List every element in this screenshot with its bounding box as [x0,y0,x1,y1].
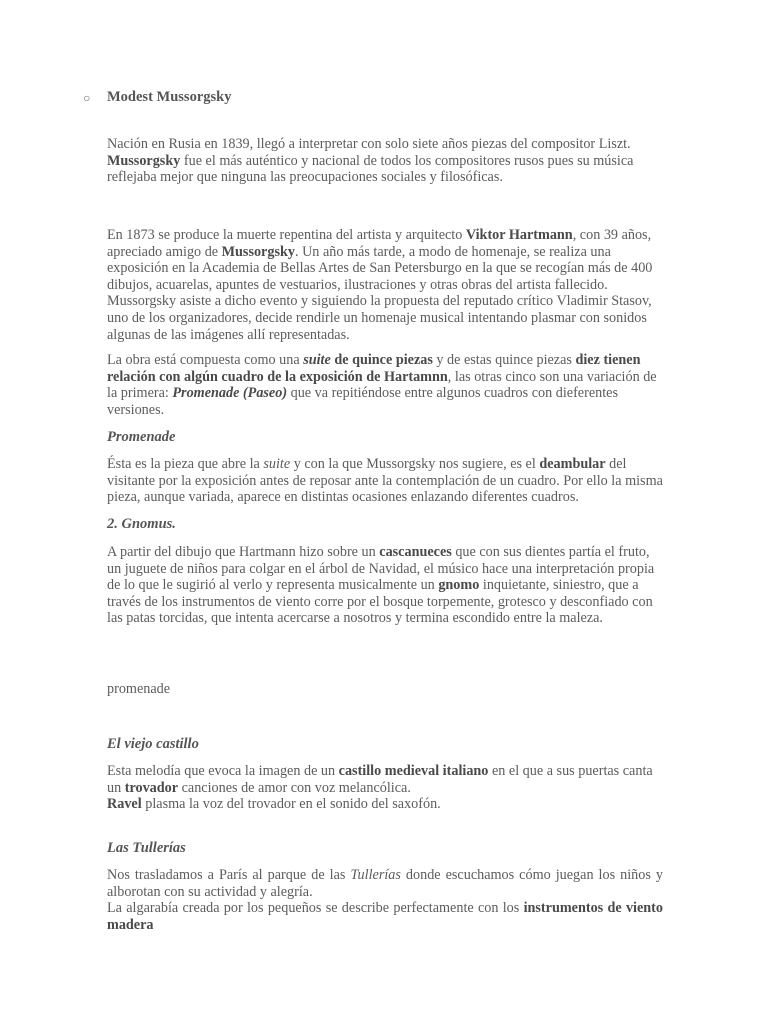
text: en el que a sus puertas canta un [107,763,653,796]
text: La algarabía creada por los pequeños se describe perfectamente con los [107,900,524,917]
paragraph-text [107,227,663,343]
bold-text: gnomo [438,577,480,594]
section-title-promenade: Promenade [107,429,176,445]
text: La obra está compuesta como una [107,352,304,368]
text: En 1873 se produce la muerte repentina del artista y arquitecto [107,227,466,243]
text: plasma la voz del trovador en el sonido del saxofón. [141,796,441,813]
text: . Un año más tarde, a modo de homenaje, se realiza una exposición en la Academia de Bellas Artes de San Petersburgo en la que se recogían más de 400 dibujos, acuarelas, apuntes de vestuarios, ilustraciones y otras obras del artista fallecido. Mussorgsky asiste a dicho evento y siguiendo la propuesta del reputado crítico Vladimir Stasov, uno de los organizadores, decide rendirle un homenaje musical intentando plasmar con sonidos algunas de las imágenes allí representadas. [107,243,653,343]
text: Esta melodía que evoca la imagen de un [107,763,339,779]
page-title: Modest Mussorgsky [107,89,232,105]
bold-text: cascanueces [379,544,452,560]
italic-text: Tullerías [350,867,401,883]
section-title-gnomus: 2. Gnomus. [107,516,176,532]
text: que con sus dientes partía el fruto, un juguete de niños para colgar en el árbol de Navidad, el músico hace una interpretación propia de lo que le sugirió al verlo y representa musicalmente un [107,544,655,594]
bold-name: Mussorgsky [221,243,295,260]
bold-text: Ravel [107,796,142,813]
bold-suite [303,352,433,368]
text: inquietante, siniestro, que a través de los instrumentos de viento corre por el bosque torpemente, grotesco y desconfiado con las patas torcidas, que intenta acercarse a nosotros y termina escondido entre la maleza. [107,577,653,627]
paragraph-text [107,352,663,418]
text: y con la que Mussorgsky nos sugiere, es el [290,456,540,472]
paragraph-hartmann [107,227,663,343]
text: del visitante por la exposición antes de reposar ante la contemplación de un cuadro. Por ello la misma pieza, aunque variada, aparece en distintas ocasiones enlazando diferentes cuadros. [107,456,663,506]
bold-text: trovador [124,779,179,796]
bold-text: diez tienen relación con algún cuadro de la exposición de Hartamnn [107,352,641,385]
paragraph-castillo [107,763,663,813]
heading-row [0,89,768,109]
text: , las otras cinco son una variación de la primera: [107,368,657,402]
text: que va repitiéndose entre algunos cuadros con dieferentes versiones. [107,385,618,418]
text: , con 39 años, apreciado amigo de [107,227,652,260]
italic-suite: suite [303,352,331,368]
promenade-note: promenade [107,681,171,697]
paragraph-text [107,544,663,627]
paragraph-text [107,900,663,933]
section-title-tullerias: Las Tullerías [107,840,186,856]
paragraph-text [107,796,663,813]
italic-suite: suite [263,456,291,472]
text: Ésta es la pieza que abre la [107,456,264,472]
text: canciones de amor con voz melancólica. [178,779,411,796]
paragraph-text [107,867,663,900]
section-title-castillo: El viejo castillo [107,736,199,752]
paragraph-birth [107,136,663,186]
text: Nos trasladamos a París al parque de las [107,867,351,883]
bullet-icon: ○ [83,91,91,105]
bold-name: Viktor Hartmann [465,227,573,243]
bold-name: Mussorgsky [107,152,181,169]
paragraph-gnomus [107,544,663,627]
paragraph-line: reflejaba mejor que ninguna las preocupaciones sociales y filosóficas. [107,169,503,186]
paragraph-tullerias [107,867,663,933]
paragraph-line [107,153,663,170]
paragraph-text [107,763,663,796]
paragraph-structure [107,352,663,418]
bold-text: castillo medieval italiano [338,763,489,779]
paragraph-promenade [107,456,663,506]
bold-italic-promenade: Promenade (Paseo) [172,385,288,402]
paragraph-line: Nación en Rusia en 1839, llegó a interpretar con solo siete años piezas del compositor Liszt. [107,136,631,152]
text: de quince piezas [330,352,433,368]
text: donde escuchamos cómo juegan los niños y alborotan con su actividad y alegría. [107,867,663,900]
paragraph-text: fue el más auténtico y nacional de todos los compositores rusos pues su música [180,152,634,169]
paragraph-text [107,456,663,506]
bold-text: deambular [539,456,606,472]
bold-text: instrumentos de viento madera [107,900,663,933]
text: y de estas quince piezas [432,352,576,368]
text: A partir del dibujo que Hartmann hizo sobre un [107,544,380,560]
